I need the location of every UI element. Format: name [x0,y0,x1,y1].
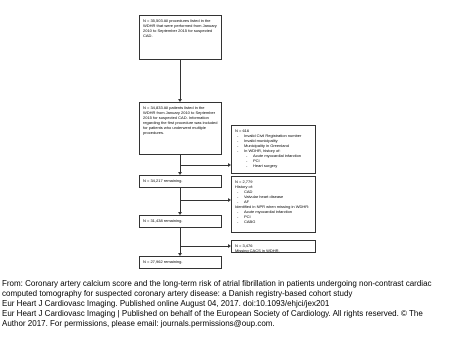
sub-list [244,153,312,168]
exclusion-subheading: Identified in NPR when missing in WDHR: [235,204,310,209]
list-item: - Acute myocardial infarction [244,209,312,214]
exclusion-box-3476 [231,240,316,253]
list-item: - In WDHR, history of: [244,148,312,153]
arrowhead [178,99,182,102]
exclusion-list [235,133,312,168]
list-item: - Invalid Civil Registration number [244,133,312,138]
exclusion-box-2779 [231,176,316,233]
arrowhead [228,198,231,202]
list-item: - Municipality in Greenland [244,143,312,148]
arrowhead [228,163,231,167]
arrowhead [178,212,182,215]
connector-line [180,246,228,247]
connector-line [180,60,181,99]
list-item: - Heart surgery [253,163,312,168]
figure-caption [2,279,446,329]
box-text: N = 35,503 All procedures listed in the WDHR that were performed from January 2010 to September 2015 for suspected CAD. [143,18,217,38]
flow-box-remaining-2 [139,215,222,228]
arrowhead [178,172,182,175]
list-item: - Invalid municipality [244,138,312,143]
connector-line [180,228,181,253]
exclusion-subheading: History of: [235,184,254,189]
list-item: - PCI [253,158,312,163]
list-item: - Valvular heart disease [244,194,312,199]
exclusion-count: N = 2,779 [235,179,253,184]
box-text: N = 34,217 remaining. [143,178,183,183]
list-item: - CAD [244,189,312,194]
flow-box-remaining-1 [139,175,222,188]
connector-line [180,165,228,166]
exclusion-list [235,189,312,204]
box-text: N = 27,962 remaining. [143,259,183,264]
exclusion-box-616 [231,125,316,174]
flow-box-all-patients [139,102,222,155]
exclusion-count: N = 3,476 [235,243,253,248]
list-item: - CABG [244,219,312,224]
list-item: - PCI [244,214,312,219]
flow-box-remaining-3 [139,256,222,269]
list-item: - AF [244,199,312,204]
connector-line [180,155,181,172]
exclusion-count: N = 616 [235,128,250,133]
exclusion-list [235,209,312,224]
caption-journal: Eur Heart J Cardiovasc Imaging | Published on behalf of the European Society of Cardiology. All rights reserved. © The Author 2017. For permissions, please email: journals.permissions@oup.com. [2,309,423,328]
connector-line [180,200,228,201]
box-text: N = 34,833 All patients listed in the WDHR from January 2010 to September 2015 for suspected CAD. Information regarding the first procedure was included for patients who underwent multiple procedures. [143,105,218,135]
list-item: - Acute myocardial infarction [253,153,312,158]
arrowhead [228,244,231,248]
caption-citation: Eur Heart J Cardiovasc Imaging. Published online August 04, 2017. doi:10.1093/ehjci/jex201 [2,299,330,308]
arrowhead [178,253,182,256]
exclusion-reason: Missing CACS in WDHR. [235,248,280,253]
caption-source: From: Coronary artery calcium score and the long-term risk of atrial fibrillation in patients undergoing non-contrast cardiac computed tomography for suspected coronary artery disease: a Danish registry-based cohort study [2,279,432,298]
flow-box-all-procedures [139,15,222,60]
box-text: N = 31,438 remaining. [143,218,183,223]
